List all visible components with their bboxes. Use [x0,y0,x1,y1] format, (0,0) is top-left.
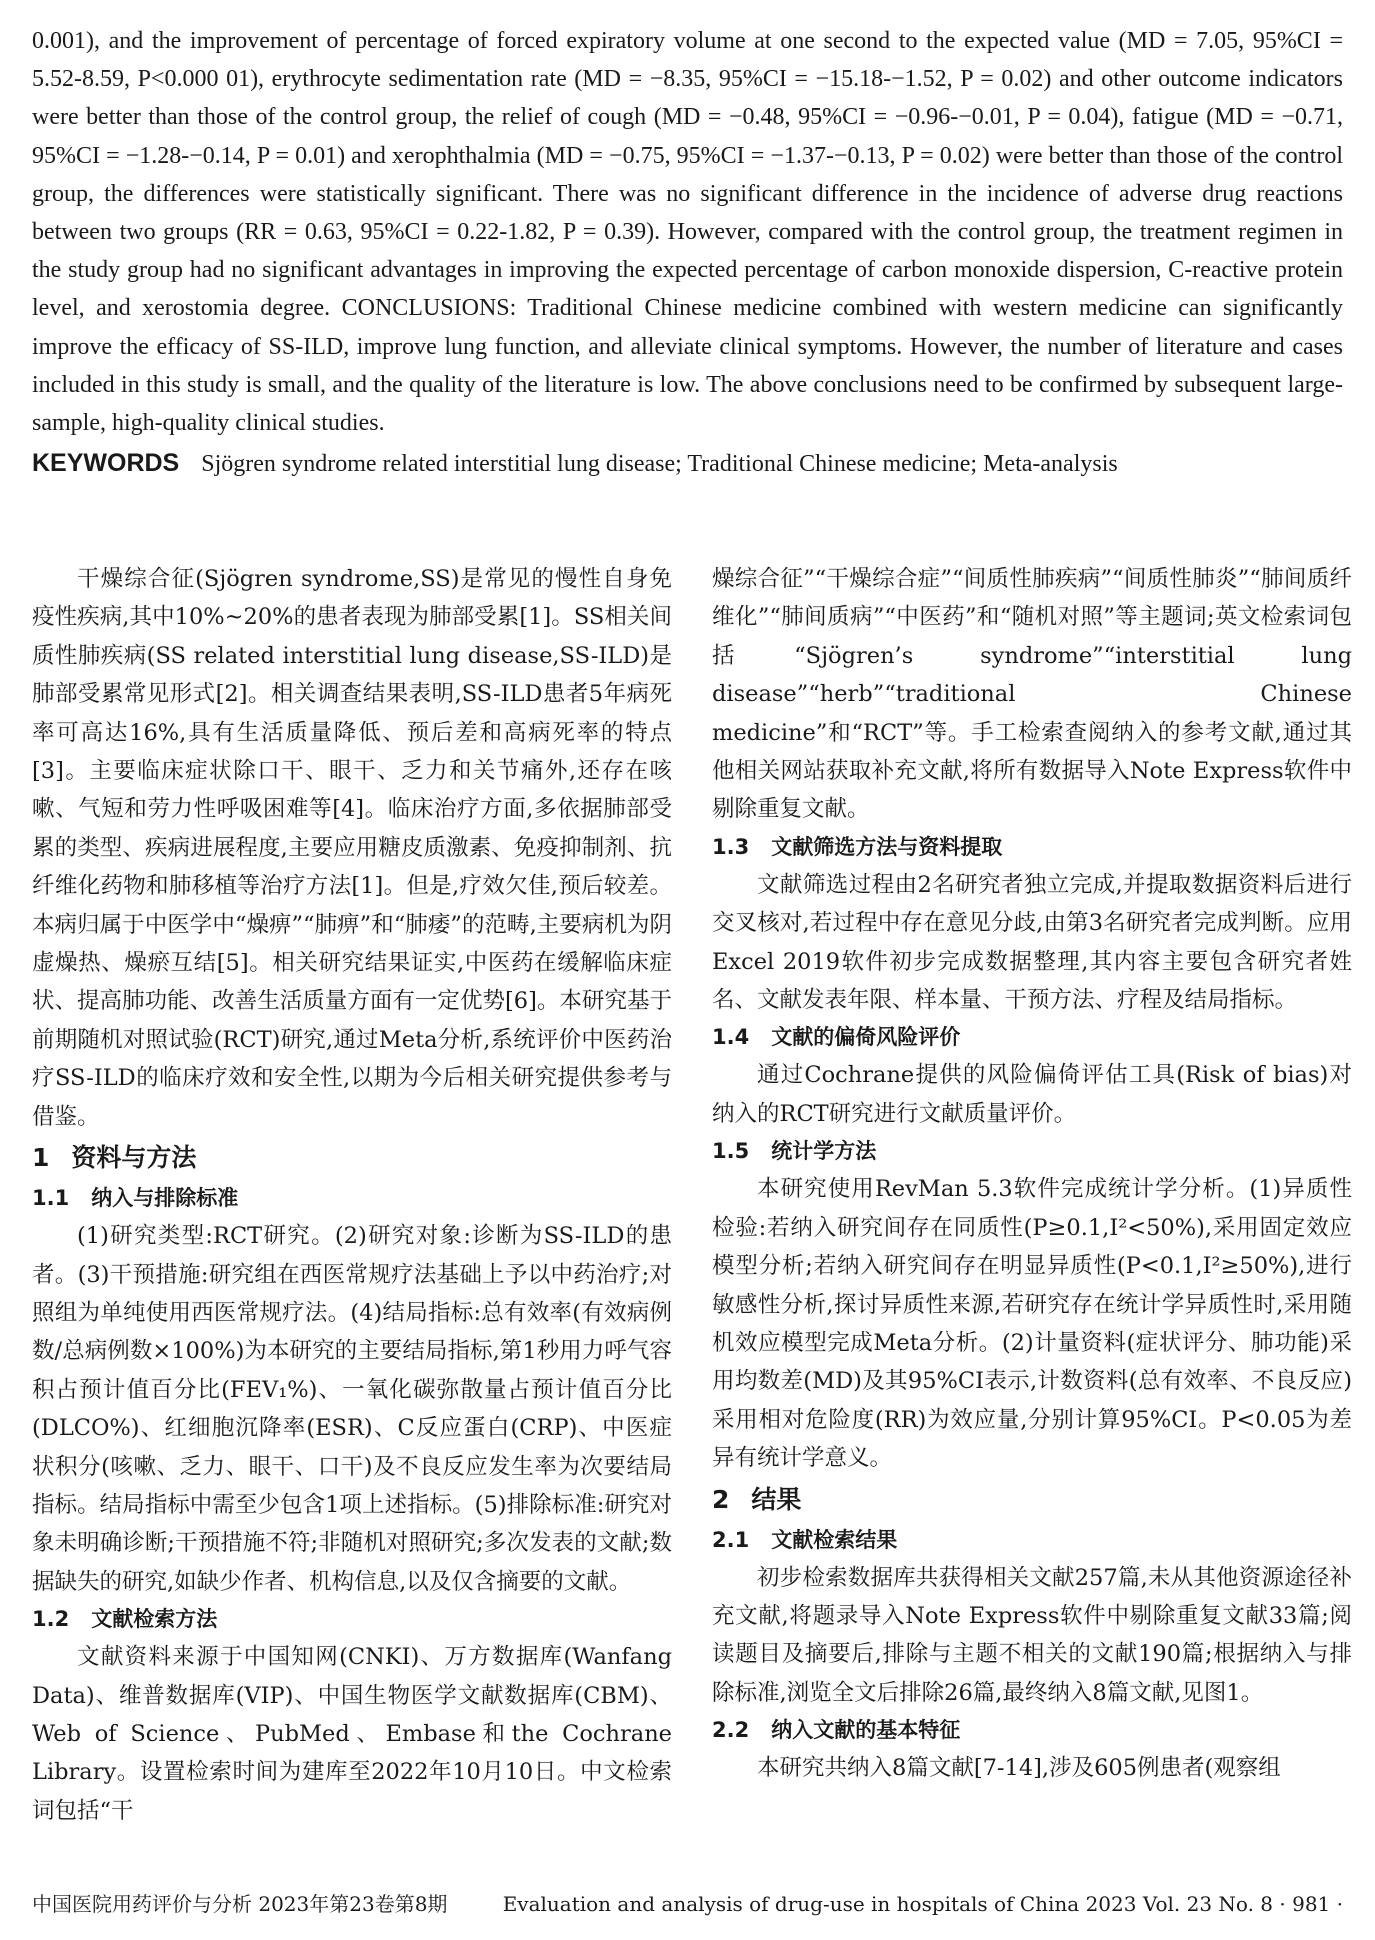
section-1-2-body: 文献资料来源于中国知网(CNKI)、万方数据库(Wanfang Data)、维普数据库(VIP)、中国生物医学文献数据库(CBM)、Web of Science、PubMed、Embase和the Cochrane Library。设置检索时间为建库至2022年10月10日。中文检索词包括“干 [32,1644,672,1824]
left-column [32,560,672,1830]
section-1-2-continued: 燥综合征”“干燥综合症”“间质性肺疾病”“间质性肺炎”“肺间质纤维化”“肺间质病”“中医药”和“随机对照”等主题词;英文检索词包括“Sjögren’s syndrome”“interstitial lung disease”“herb”“traditional Chinese medicine”和“RCT”等。手工检索查阅纳入的参考文献,通过其他相关网站获取补充文献,将所有数据导入Note Express软件中剔除重复文献。 [712,566,1352,823]
section-1-3-number: 1.3 [712,834,750,859]
section-1-1-number: 1.1 [32,1186,70,1211]
section-1-3-title: 文献筛选方法与资料提取 [771,834,1003,859]
section-1-1-body: (1)研究类型:RCT研究。(2)研究对象:诊断为SS-ILD的患者。(3)干预措施:研究组在西医常规疗法基础上予以中药治疗;对照组为单纯使用西医常规疗法。(4)结局指标:总有效率(有效病例数/总病例数×100%)为本研究的主要结局指标,第1秒用力呼气容积占预计值百分比(FEV₁%)、一氧化碳弥散量占预计值百分比(DLCO%)、红细胞沉降率(ESR)、C反应蛋白(CRP)、中医症状积分(咳嗽、乏力、眼干、口干)及不良反应发生率为次要结局指标。结局指标中需至少包含1项上述指标。(5)排除标准:研究对象未明确诊断;干预措施不符;非随机对照研究;多次发表的文献;数据缺失的研究,如缺少作者、机构信息,以及仅含摘要的文献。 [32,1223,672,1595]
section-2-1-number: 2.1 [712,1527,750,1552]
section-2-2-body: 本研究共纳入8篇文献[7-14],涉及605例患者(观察组 [757,1755,1281,1782]
right-column [712,560,1352,1788]
keywords-line [32,444,1343,483]
keywords-label: KEYWORDS [32,449,180,478]
section-2-1-heading [712,1522,1352,1559]
abstract-text: 0.001), and the improvement of percentage of forced expiratory volume at one second to the expected value (MD = 7.05, 95%CI = 5.52-8.59, P<0.000 01), erythrocyte sedimentation rate (MD = −8.35, 95%CI = −15.18-−1.52, P = 0.02) and other outcome indicators were better than those of the control group, the relief of cough (MD = −0.48, 95%CI = −0.96-−0.01, P = 0.04), fatigue (MD = −0.71, 95%CI = −1.28-−0.14, P = 0.01) and xerophthalmia (MD = −0.75, 95%CI = −1.37-−0.13, P = 0.02) were better than those of the control group, the differences were statistically significant. There was no significant difference in the incidence of adverse drug reactions between two groups (RR = 0.63, 95%CI = 0.22-1.82, P = 0.39). However, compared with the control group, the treatment regimen in the study group had no significant advantages in improving the expected percentage of carbon monoxide dispersion, C-reactive protein level, and xerostomia degree. CONCLUSIONS: Traditional Chinese medicine combined with western medicine can significantly improve the efficacy of SS-ILD, improve lung function, and alleviate clinical symptoms. However, the number of literature and cases included in this study is small, and the quality of the literature is low. The above conclusions need to be confirmed by subsequent large-sample, high-quality clinical studies. [32,28,1343,437]
section-2-2-heading [712,1712,1352,1749]
section-2-2-number: 2.2 [712,1718,750,1743]
section-1-number: 1 [32,1143,50,1173]
section-1-1-heading [32,1180,672,1217]
section-2-1-body: 初步检索数据库共获得相关文献257篇,未从其他资源途径补充文献,将题录导入Note Express软件中剔除重复文献33篇;阅读题目及摘要后,排除与主题不相关的文献190篇;根据纳入与排除标准,浏览全文后排除26篇,最终纳入8篇文献,见图1。 [712,1564,1352,1706]
section-1-heading [32,1138,672,1178]
section-2-1-title: 文献检索结果 [771,1527,898,1552]
section-1-5-number: 1.5 [712,1139,750,1164]
keywords-text: Sjögren syndrome related interstitial lung disease; Traditional Chinese medicine; Meta-analysis [201,451,1118,478]
section-1-5-body: 本研究使用RevMan 5.3软件完成统计学分析。(1)异质性检验:若纳入研究间存在同质性(P≥0.1,I²<50%),采用固定效应模型分析;若纳入研究间存在明显异质性(P<0.1,I²≥50%),进行敏感性分析,探讨异质性来源,若研究存在统计学异质性时,采用随机效应模型完成Meta分析。(2)计量资料(症状评分、肺功能)采用均数差(MD)及其95%CI表示,计数资料(总有效率、不良反应)采用相对危险度(RR)为效应量,分别计算95%CI。P<0.05为差异有统计学意义。 [712,1176,1352,1472]
section-1-5-heading [712,1133,1352,1170]
section-1-4-body: 通过Cochrane提供的风险偏倚评估工具(Risk of bias)对纳入的RCT研究进行文献质量评价。 [712,1062,1352,1127]
section-1-title: 资料与方法 [71,1143,197,1173]
section-1-4-number: 1.4 [712,1025,750,1050]
section-2-number: 2 [712,1484,730,1514]
section-2-2-title: 纳入文献的基本特征 [771,1718,961,1743]
page-footer [32,1890,1343,1918]
section-1-4-title: 文献的偏倚风险评价 [771,1025,961,1050]
english-abstract [32,22,1343,483]
section-1-4-heading [712,1019,1352,1056]
footer-journal-en: Evaluation and analysis of drug-use in hospitals of China 2023 Vol. 23 No. 8 · 981 · [502,1892,1343,1916]
footer-journal-cn: 中国医院用药评价与分析 2023年第23卷第8期 [32,1892,448,1916]
section-1-2-heading [32,1601,672,1638]
section-2-heading [712,1480,1352,1520]
section-1-5-title: 统计学方法 [771,1139,877,1164]
section-1-3-body: 文献筛选过程由2名研究者独立完成,并提取数据资料后进行交叉核对,若过程中存在意见分歧,由第3名研究者完成判断。应用Excel 2019软件初步完成数据整理,其内容主要包含研究者姓名、文献发表年限、样本量、干预方法、疗程及结局指标。 [712,871,1352,1014]
section-1-2-number: 1.2 [32,1607,70,1632]
intro-paragraph: 干燥综合征(Sjögren syndrome,SS)是常见的慢性自身免疫性疾病,其中10%~20%的患者表现为肺部受累[1]。SS相关间质性肺疾病(SS related interstitial lung disease,SS-ILD)是肺部受累常见形式[2]。相关调查结果表明,SS-ILD患者5年病死率可高达16%,具有生活质量降低、预后差和高病死率的特点[3]。主要临床症状除口干、眼干、乏力和关节痛外,还存在咳嗽、气短和劳力性呼吸困难等[4]。临床治疗方面,多依据肺部受累的类型、疾病进展程度,主要应用糖皮质激素、免疫抑制剂、抗纤维化药物和肺移植等治疗方法[1]。但是,疗效欠佳,预后较差。本病归属于中医学中“燥痹”“肺痹”和“肺痿”的范畴,主要病机为阴虚燥热、燥瘀互结[5]。相关研究结果证实,中医药在缓解临床症状、提高肺功能、改善生活质量方面有一定优势[6]。本研究基于前期随机对照试验(RCT)研究,通过Meta分析,系统评价中医药治疗SS-ILD的临床疗效和安全性,以期为今后相关研究提供参考与借鉴。 [32,566,672,1130]
section-1-3-heading [712,829,1352,866]
section-1-2-title: 文献检索方法 [91,1607,218,1632]
section-2-title: 结果 [751,1484,802,1514]
section-1-1-title: 纳入与排除标准 [91,1186,239,1211]
